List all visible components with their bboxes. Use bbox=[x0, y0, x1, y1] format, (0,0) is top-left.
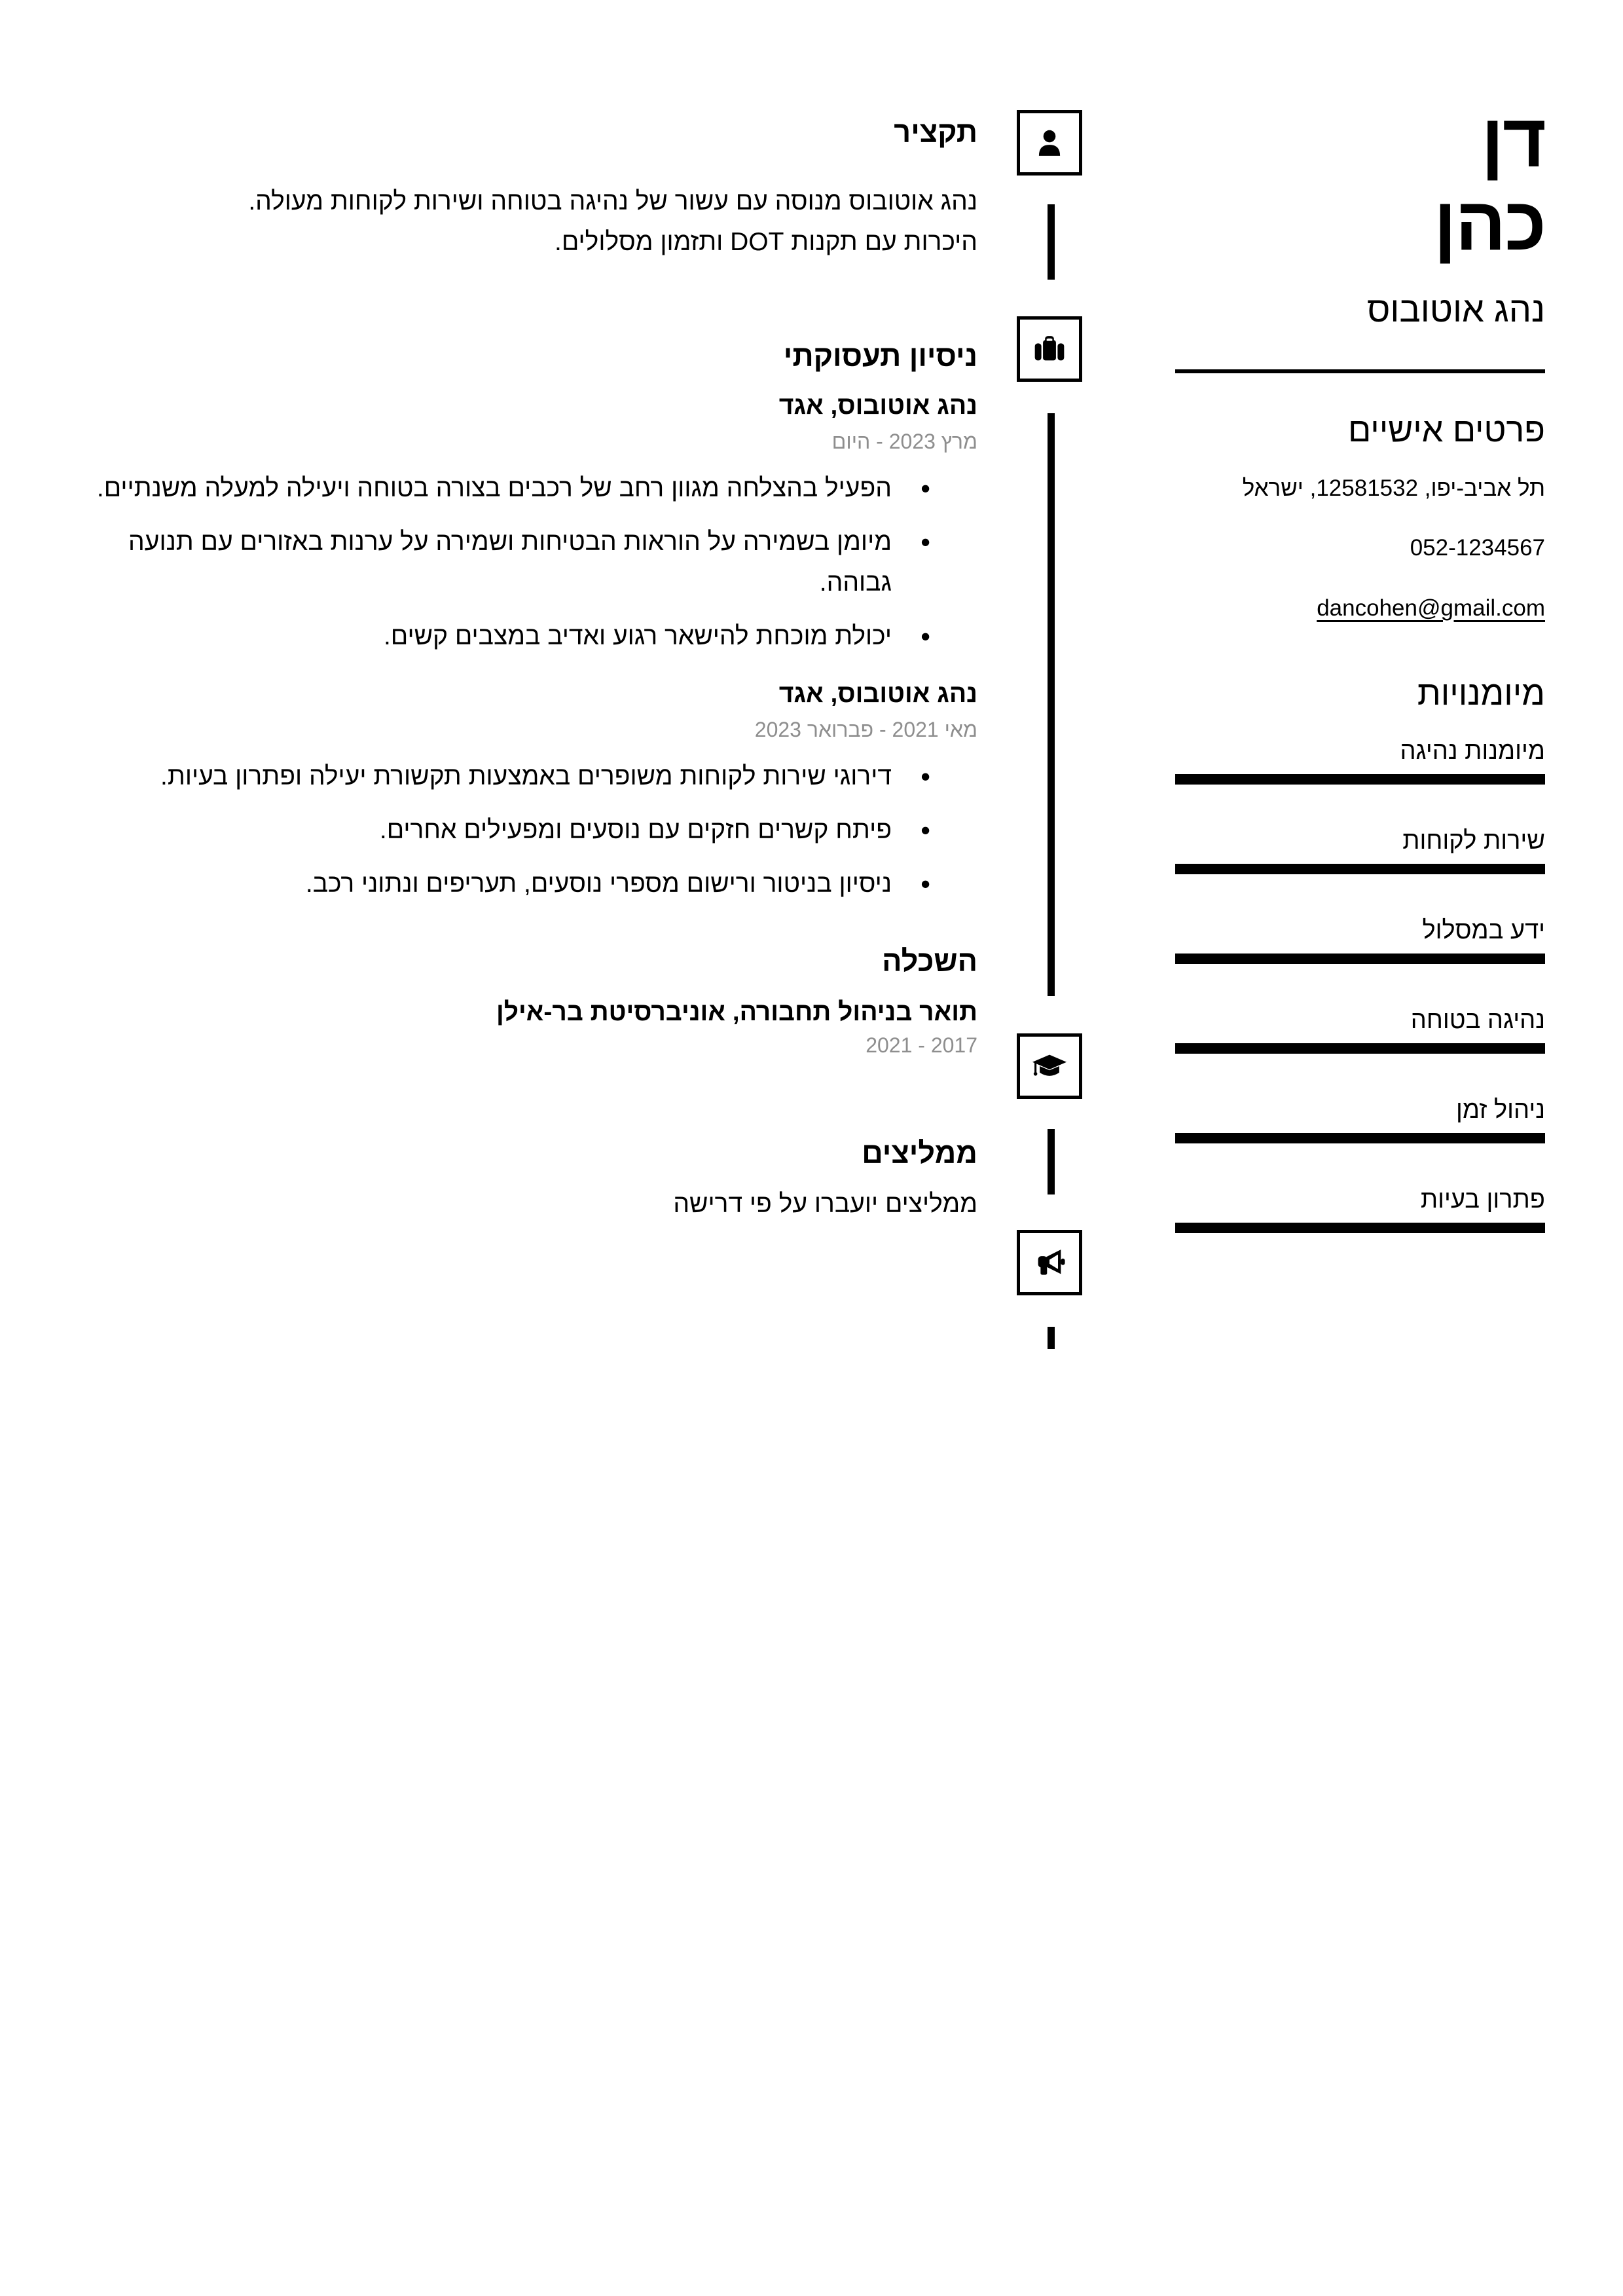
skills-section bbox=[1175, 673, 1545, 1233]
job-date: מרץ 2023 - היום bbox=[831, 430, 977, 453]
references-text: ממליצים יועברו על פי דרישה bbox=[673, 1190, 977, 1218]
personal-details-header: פרטים אישיים bbox=[1348, 411, 1545, 449]
job-title: נהג אוטובוס, אגד bbox=[778, 392, 977, 420]
skills-list bbox=[1175, 736, 1545, 1233]
person-job-title: נהג אוטובוס bbox=[1366, 290, 1545, 329]
timeline-connector bbox=[1048, 1129, 1055, 1194]
job-bullet: • דירוגי שירות לקוחות משופרים באמצעות תקשורת יעילה ופתרון בעיות. bbox=[75, 756, 977, 797]
contact-email bbox=[1175, 593, 1545, 623]
summary-header: תקציר bbox=[894, 115, 977, 149]
summary-icon-box bbox=[1017, 110, 1082, 176]
skill-bar bbox=[1175, 774, 1545, 785]
education-date: 2017 - 2021 bbox=[866, 1033, 977, 1057]
education-header: השכלה bbox=[882, 944, 977, 978]
skill-bar-fill bbox=[1175, 774, 1545, 785]
job-bullet-list bbox=[75, 756, 977, 904]
job-bullet: • הפעיל בהצלחה מגוון רחב של רכבים בצורה בטוחה ויעילה למעלה משנתיים. bbox=[75, 468, 977, 509]
summary-line: היכרות עם תקנות DOT ותזמון מסלולים. bbox=[555, 228, 977, 256]
education-section bbox=[75, 944, 977, 1060]
skill-bar-fill bbox=[1175, 954, 1545, 964]
references-header: ממליצים bbox=[862, 1136, 977, 1170]
megaphone-icon bbox=[1029, 1242, 1070, 1283]
skill-label: נהיגה בטוחה bbox=[1410, 1007, 1545, 1035]
job-bullet: • יכולת מוכחת להישאר רגוע ואדיב במצבים קשים. bbox=[75, 616, 977, 657]
timeline-connector-stub bbox=[1048, 1327, 1055, 1349]
job-bullet: • מיומן בשמירה על הוראות הבטיחות ושמירה על ערנות באזורים עם תנועה גבוהה. bbox=[75, 522, 977, 603]
contact-address: תל אביב-יפו, 12581532, ישראל bbox=[1242, 475, 1545, 502]
skill-bar-fill bbox=[1175, 1223, 1545, 1233]
skill-item bbox=[1175, 736, 1545, 785]
experience-header: ניסיון תעסוקתי bbox=[783, 339, 977, 373]
skill-bar-fill bbox=[1175, 1043, 1545, 1054]
experience-section bbox=[75, 339, 977, 904]
personal-details-section bbox=[1175, 410, 1545, 623]
skill-label: ידע במסלול bbox=[1422, 917, 1545, 945]
skill-bar bbox=[1175, 1133, 1545, 1143]
job-bullet: • פיתח קשרים חזקים עם נוסעים ומפעילים אחרים. bbox=[75, 810, 977, 851]
job-entry bbox=[75, 388, 977, 657]
summary-text bbox=[75, 181, 977, 263]
skill-label: ניהול זמן bbox=[1455, 1096, 1545, 1124]
timeline-connector bbox=[1048, 413, 1055, 996]
person-name bbox=[1175, 100, 1545, 265]
job-bullet-list bbox=[75, 468, 977, 657]
graduation-cap-icon bbox=[1029, 1046, 1070, 1086]
education-degree: תואר בניהול תחבורה, אוניברסיטת בר-אילן bbox=[496, 998, 977, 1026]
skill-label: שירות לקוחות bbox=[1402, 827, 1545, 855]
person-icon bbox=[1029, 122, 1070, 163]
references-icon-box bbox=[1017, 1230, 1082, 1295]
skill-item bbox=[1175, 826, 1545, 874]
sidebar bbox=[1175, 0, 1545, 1233]
references-section bbox=[75, 1136, 977, 1225]
job-title: נהג אוטובוס, אגד bbox=[778, 680, 977, 708]
skill-bar bbox=[1175, 954, 1545, 964]
sidebar-divider bbox=[1175, 369, 1545, 373]
skill-item bbox=[1175, 1185, 1545, 1233]
skill-bar-fill bbox=[1175, 1133, 1545, 1143]
skill-label: פתרון בעיות bbox=[1420, 1186, 1545, 1214]
person-first-name: דן bbox=[1481, 99, 1545, 183]
person-last-name: כהן bbox=[1433, 181, 1545, 266]
job-date: מאי 2021 - פברואר 2023 bbox=[754, 718, 977, 741]
education-icon-box bbox=[1017, 1033, 1082, 1099]
experience-icon-box bbox=[1017, 316, 1082, 382]
skills-header: מיומנויות bbox=[1417, 674, 1545, 713]
skill-label: מיומנות נהיגה bbox=[1400, 737, 1545, 766]
main-content bbox=[75, 0, 977, 1225]
skill-item bbox=[1175, 1005, 1545, 1054]
skill-item bbox=[1175, 1095, 1545, 1143]
skill-bar bbox=[1175, 1043, 1545, 1054]
skill-item bbox=[1175, 916, 1545, 964]
skill-bar-fill bbox=[1175, 864, 1545, 874]
skill-bar bbox=[1175, 1223, 1545, 1233]
skill-bar bbox=[1175, 864, 1545, 874]
job-entry bbox=[75, 676, 977, 904]
summary-line: נהג אוטובוס מנוסה עם עשור של נהיגה בטוחה ושירות לקוחות מעולה. bbox=[248, 187, 977, 215]
briefcase-icon bbox=[1029, 329, 1070, 369]
contact-phone: 052-1234567 bbox=[1410, 535, 1545, 561]
email-link[interactable]: dancohen@gmail.com bbox=[1317, 595, 1545, 621]
timeline-connector bbox=[1048, 204, 1055, 280]
summary-section bbox=[75, 115, 977, 263]
job-bullet: • ניסיון בניטור ורישום מספרי נוסעים, תעריפים ונתוני רכב. bbox=[75, 864, 977, 904]
